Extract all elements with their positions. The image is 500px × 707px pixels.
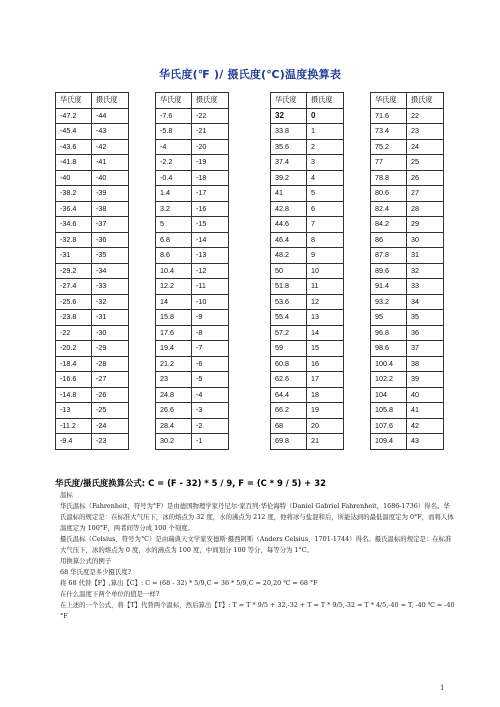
- table-row: [56, 418, 129, 434]
- fahrenheit-cell: -13: [56, 403, 92, 419]
- paragraph-example-heading: 用换算公式的例子: [60, 557, 112, 565]
- table-row: [156, 124, 229, 140]
- fahrenheit-cell: 69.8: [271, 434, 307, 450]
- celsius-cell: -27: [92, 372, 129, 388]
- celsius-cell: 18: [307, 387, 344, 403]
- celsius-cell: 33: [407, 279, 444, 295]
- fahrenheit-cell: 12.2: [156, 279, 192, 295]
- fahrenheit-cell: 42.8: [271, 201, 307, 217]
- celsius-cell: -16: [192, 201, 229, 217]
- celsius-cell: 16: [307, 356, 344, 372]
- fahrenheit-cell: 23: [156, 372, 192, 388]
- fahrenheit-cell: -22: [56, 325, 92, 341]
- fahrenheit-cell: 46.4: [271, 232, 307, 248]
- table-row: [371, 325, 444, 341]
- table-row: [56, 263, 129, 279]
- fahrenheit-cell: 64.4: [271, 387, 307, 403]
- celsius-cell: -5: [192, 372, 229, 388]
- table-row: [371, 248, 444, 264]
- table-row: [271, 434, 344, 450]
- fahrenheit-cell: -38.2: [56, 186, 92, 202]
- celsius-cell: 37: [407, 341, 444, 357]
- table-row: [271, 279, 344, 295]
- celsius-cell: -21: [192, 124, 229, 140]
- table-row: [156, 387, 229, 403]
- celsius-cell: -31: [92, 310, 129, 326]
- celsius-cell: -14: [192, 232, 229, 248]
- celsius-cell: 29: [407, 217, 444, 233]
- table-row: [156, 294, 229, 310]
- celsius-cell: -17: [192, 186, 229, 202]
- celsius-cell: 4: [307, 170, 344, 186]
- fahrenheit-cell: 102.2: [371, 372, 407, 388]
- table-row: [56, 108, 129, 124]
- table-row: [56, 310, 129, 326]
- fahrenheit-cell: 104: [371, 387, 407, 403]
- celsius-cell: -3: [192, 403, 229, 419]
- header-celsius: 摄氏度: [92, 93, 129, 109]
- table-row: [271, 170, 344, 186]
- conversion-table-4: [370, 92, 444, 450]
- celsius-cell: 5: [307, 186, 344, 202]
- fahrenheit-cell: 30.2: [156, 434, 192, 450]
- celsius-cell: -2: [192, 418, 229, 434]
- table-row: [371, 294, 444, 310]
- table-row: [156, 279, 229, 295]
- table-row: [371, 170, 444, 186]
- celsius-cell: 21: [307, 434, 344, 450]
- fahrenheit-cell: 107.6: [371, 418, 407, 434]
- fahrenheit-cell: -20.2: [56, 341, 92, 357]
- table-row: [156, 170, 229, 186]
- table-row: [371, 387, 444, 403]
- table-row: [271, 325, 344, 341]
- table-row: [271, 108, 344, 124]
- celsius-cell: -8: [192, 325, 229, 341]
- fahrenheit-cell: 41: [271, 186, 307, 202]
- table-row: [56, 403, 129, 419]
- header-celsius: 摄氏度: [307, 93, 344, 109]
- table-header-row: [371, 93, 444, 109]
- fahrenheit-cell: -40: [56, 170, 92, 186]
- table-row: [156, 217, 229, 233]
- celsius-cell: 42: [407, 418, 444, 434]
- fahrenheit-cell: 96.8: [371, 325, 407, 341]
- fahrenheit-cell: 86: [371, 232, 407, 248]
- conversion-formula: 华氏度/摄氏度换算公式: C = (F - 32) * 5 / 9, F = (C * 9 / 5) + 32: [55, 478, 326, 488]
- celsius-cell: 22: [407, 108, 444, 124]
- table-row: [56, 372, 129, 388]
- fahrenheit-cell: 33.8: [271, 124, 307, 140]
- paragraph-fahrenheit: 华氏温标（Fahrenheit，符号为°F）是由德国物理学家丹尼尔·家百列·华伦海特（Daniel Gabriel Fahrenheit，1686-1736）得名。华氏温标的规定是：在标准大气压下，冰的熔点为 32 度，水的沸点为 212 度，他将冰与盐混和后，所能达到的最低温度定为 0°F，而将人体温度定为 100°F，两者间等分成 100 个刻度。: [60, 502, 454, 532]
- celsius-cell: -7: [192, 341, 229, 357]
- table-row: [156, 341, 229, 357]
- fahrenheit-cell: 91.4: [371, 279, 407, 295]
- table-row: [271, 139, 344, 155]
- table-row: [271, 403, 344, 419]
- fahrenheit-cell: 3.2: [156, 201, 192, 217]
- table-row: [271, 248, 344, 264]
- fahrenheit-cell: 105.8: [371, 403, 407, 419]
- celsius-cell: -39: [92, 186, 129, 202]
- celsius-cell: -43: [92, 124, 129, 140]
- table-row: [156, 263, 229, 279]
- celsius-cell: -9: [192, 310, 229, 326]
- paragraph-question-1: 68 华氏度是多少摄氏度?: [60, 568, 132, 576]
- header-fahrenheit: 华氏度: [371, 93, 407, 109]
- header-fahrenheit: 华氏度: [271, 93, 307, 109]
- celsius-cell: 28: [407, 201, 444, 217]
- table-row: [156, 201, 229, 217]
- celsius-cell: 9: [307, 248, 344, 264]
- fahrenheit-cell: 8.6: [156, 248, 192, 264]
- table-row: [56, 294, 129, 310]
- fahrenheit-cell: -9.4: [56, 434, 92, 450]
- fahrenheit-cell: -43.6: [56, 139, 92, 155]
- celsius-cell: 23: [407, 124, 444, 140]
- header-fahrenheit: 华氏度: [56, 93, 92, 109]
- fahrenheit-cell: 68: [271, 418, 307, 434]
- celsius-cell: -42: [92, 139, 129, 155]
- celsius-cell: 7: [307, 217, 344, 233]
- table-row: [271, 201, 344, 217]
- table-row: [271, 155, 344, 171]
- celsius-cell: 36: [407, 325, 444, 341]
- celsius-cell: 32: [407, 263, 444, 279]
- celsius-cell: -12: [192, 263, 229, 279]
- table-row: [156, 155, 229, 171]
- table-row: [156, 108, 229, 124]
- celsius-cell: -38: [92, 201, 129, 217]
- table-row: [56, 124, 129, 140]
- fahrenheit-cell: -2.2: [156, 155, 192, 171]
- fahrenheit-cell: -45.4: [56, 124, 92, 140]
- fahrenheit-cell: 89.6: [371, 263, 407, 279]
- celsius-cell: 35: [407, 310, 444, 326]
- fahrenheit-cell: -18.4: [56, 356, 92, 372]
- fahrenheit-cell: 37.4: [271, 155, 307, 171]
- celsius-cell: 15: [307, 341, 344, 357]
- page-title: 华氏度(℉ )/ 摄氏度(℃)温度换算表: [158, 68, 342, 81]
- celsius-cell: -4: [192, 387, 229, 403]
- fahrenheit-cell: 77: [371, 155, 407, 171]
- celsius-cell: -32: [92, 294, 129, 310]
- celsius-cell: -15: [192, 217, 229, 233]
- fahrenheit-cell: -7.6: [156, 108, 192, 124]
- table-row: [271, 372, 344, 388]
- fahrenheit-cell: 48.2: [271, 248, 307, 264]
- table-row: [56, 232, 129, 248]
- table-row: [371, 310, 444, 326]
- fahrenheit-cell: -34.6: [56, 217, 92, 233]
- celsius-cell: 39: [407, 372, 444, 388]
- celsius-cell: -44: [92, 108, 129, 124]
- fahrenheit-cell: 93.2: [371, 294, 407, 310]
- celsius-cell: 38: [407, 356, 444, 372]
- fahrenheit-cell: 32: [271, 108, 307, 124]
- explanation-text: [60, 490, 455, 622]
- celsius-cell: 41: [407, 403, 444, 419]
- fahrenheit-cell: -29.2: [56, 263, 92, 279]
- celsius-cell: 6: [307, 201, 344, 217]
- fahrenheit-cell: 100.4: [371, 356, 407, 372]
- table-row: [56, 201, 129, 217]
- celsius-cell: -6: [192, 356, 229, 372]
- celsius-cell: -24: [92, 418, 129, 434]
- table-row: [156, 310, 229, 326]
- fahrenheit-cell: -5.8: [156, 124, 192, 140]
- fahrenheit-cell: 62.6: [271, 372, 307, 388]
- paragraph-question-2: 在什么温度下两个单位的值是一样?: [60, 590, 160, 598]
- fahrenheit-cell: 10.4: [156, 263, 192, 279]
- celsius-cell: -10: [192, 294, 229, 310]
- page-number: 1: [440, 684, 445, 692]
- celsius-cell: 13: [307, 310, 344, 326]
- table-row: [371, 108, 444, 124]
- table-row: [56, 387, 129, 403]
- celsius-cell: -33: [92, 279, 129, 295]
- celsius-cell: 2: [307, 139, 344, 155]
- fahrenheit-cell: 60.8: [271, 356, 307, 372]
- celsius-cell: 12: [307, 294, 344, 310]
- paragraph-celsius: 摄氏温标（Celsius，符号为°C）是由瑞典天文学家安德斯·摄西阿斯（Anders Celsius，1701-1744）得名。摄氏温标的规定是：在标准大气压下，冰的熔点为 0 度，水的沸点为 100 度，中间划分 100 等分，每等分为 1°C。: [60, 535, 452, 554]
- fahrenheit-cell: 1.4: [156, 186, 192, 202]
- fahrenheit-cell: 26.6: [156, 403, 192, 419]
- table-row: [371, 217, 444, 233]
- celsius-cell: 1: [307, 124, 344, 140]
- fahrenheit-cell: -11.2: [56, 418, 92, 434]
- celsius-cell: 20: [307, 418, 344, 434]
- celsius-cell: 11: [307, 279, 344, 295]
- table-row: [156, 356, 229, 372]
- fahrenheit-cell: 15.8: [156, 310, 192, 326]
- celsius-cell: -34: [92, 263, 129, 279]
- fahrenheit-cell: 71.6: [371, 108, 407, 124]
- fahrenheit-cell: -32.8: [56, 232, 92, 248]
- fahrenheit-cell: -31: [56, 248, 92, 264]
- fahrenheit-cell: -25.6: [56, 294, 92, 310]
- table-row: [371, 124, 444, 140]
- celsius-cell: -11: [192, 279, 229, 295]
- fahrenheit-cell: 55.4: [271, 310, 307, 326]
- celsius-cell: -37: [92, 217, 129, 233]
- table-row: [56, 186, 129, 202]
- fahrenheit-cell: 98.6: [371, 341, 407, 357]
- table-row: [371, 155, 444, 171]
- table-row: [271, 263, 344, 279]
- celsius-cell: -35: [92, 248, 129, 264]
- table-row: [56, 279, 129, 295]
- fahrenheit-cell: 35.6: [271, 139, 307, 155]
- header-celsius: 摄氏度: [192, 93, 229, 109]
- fahrenheit-cell: 51.8: [271, 279, 307, 295]
- table-row: [371, 341, 444, 357]
- celsius-cell: 27: [407, 186, 444, 202]
- table-row: [371, 434, 444, 450]
- table-row: [56, 248, 129, 264]
- table-row: [56, 434, 129, 450]
- celsius-cell: -13: [192, 248, 229, 264]
- celsius-cell: 10: [307, 263, 344, 279]
- fahrenheit-cell: 39.2: [271, 170, 307, 186]
- celsius-cell: -30: [92, 325, 129, 341]
- fahrenheit-cell: -47.2: [56, 108, 92, 124]
- table-row: [271, 217, 344, 233]
- table-row: [156, 403, 229, 419]
- table-row: [156, 418, 229, 434]
- fahrenheit-cell: 84.2: [371, 217, 407, 233]
- table-row: [371, 186, 444, 202]
- celsius-cell: 14: [307, 325, 344, 341]
- table-header-row: [271, 93, 344, 109]
- fahrenheit-cell: 95: [371, 310, 407, 326]
- conversion-table-3: [270, 92, 344, 450]
- fahrenheit-cell: 28.4: [156, 418, 192, 434]
- table-row: [371, 139, 444, 155]
- table-row: [371, 372, 444, 388]
- fahrenheit-cell: 50: [271, 263, 307, 279]
- fahrenheit-cell: 53.6: [271, 294, 307, 310]
- fahrenheit-cell: 17.6: [156, 325, 192, 341]
- celsius-cell: -25: [92, 403, 129, 419]
- fahrenheit-cell: -14.8: [56, 387, 92, 403]
- fahrenheit-cell: 44.6: [271, 217, 307, 233]
- celsius-cell: -41: [92, 155, 129, 171]
- celsius-cell: 19: [307, 403, 344, 419]
- table-row: [56, 325, 129, 341]
- paragraph-answer-1: 将 68 代替【F】,算出【C】: C = (68 - 32) * 5/9,C = 36 * 5/9,C = 20,20 ℃ = 68 °F: [60, 579, 318, 587]
- celsius-cell: -19: [192, 155, 229, 171]
- table-row: [371, 418, 444, 434]
- celsius-cell: -1: [192, 434, 229, 450]
- table-row: [156, 372, 229, 388]
- fahrenheit-cell: 80.6: [371, 186, 407, 202]
- celsius-cell: -40: [92, 170, 129, 186]
- table-row: [271, 294, 344, 310]
- fahrenheit-cell: 6.8: [156, 232, 192, 248]
- table-row: [56, 170, 129, 186]
- table-row: [271, 310, 344, 326]
- celsius-cell: -28: [92, 356, 129, 372]
- table-row: [56, 139, 129, 155]
- fahrenheit-cell: -16.6: [56, 372, 92, 388]
- fahrenheit-cell: 75.2: [371, 139, 407, 155]
- table-row: [156, 325, 229, 341]
- fahrenheit-cell: 59: [271, 341, 307, 357]
- fahrenheit-cell: -23.8: [56, 310, 92, 326]
- table-row: [271, 124, 344, 140]
- celsius-cell: -36: [92, 232, 129, 248]
- fahrenheit-cell: -36.4: [56, 201, 92, 217]
- fahrenheit-cell: 57.2: [271, 325, 307, 341]
- celsius-cell: 24: [407, 139, 444, 155]
- table-row: [156, 248, 229, 264]
- celsius-cell: -23: [92, 434, 129, 450]
- celsius-cell: 40: [407, 387, 444, 403]
- celsius-cell: 0: [307, 108, 344, 124]
- table-row: [156, 434, 229, 450]
- fahrenheit-cell: 78.8: [371, 170, 407, 186]
- table-row: [271, 232, 344, 248]
- celsius-cell: -29: [92, 341, 129, 357]
- fahrenheit-cell: 19.4: [156, 341, 192, 357]
- celsius-cell: 26: [407, 170, 444, 186]
- fahrenheit-cell: 82.4: [371, 201, 407, 217]
- table-row: [271, 356, 344, 372]
- header-celsius: 摄氏度: [407, 93, 444, 109]
- table-row: [156, 139, 229, 155]
- table-row: [156, 186, 229, 202]
- table-header-row: [156, 93, 229, 109]
- table-row: [156, 232, 229, 248]
- table-header-row: [56, 93, 129, 109]
- table-row: [371, 279, 444, 295]
- fahrenheit-cell: 14: [156, 294, 192, 310]
- table-row: [371, 263, 444, 279]
- table-row: [56, 155, 129, 171]
- table-row: [56, 341, 129, 357]
- header-fahrenheit: 华氏度: [156, 93, 192, 109]
- paragraph-heading: 温标: [60, 491, 73, 499]
- table-row: [56, 217, 129, 233]
- celsius-cell: 8: [307, 232, 344, 248]
- table-row: [271, 186, 344, 202]
- celsius-cell: 17: [307, 372, 344, 388]
- celsius-cell: -20: [192, 139, 229, 155]
- table-row: [371, 356, 444, 372]
- fahrenheit-cell: 73.4: [371, 124, 407, 140]
- fahrenheit-cell: 87.8: [371, 248, 407, 264]
- celsius-cell: 31: [407, 248, 444, 264]
- celsius-cell: 25: [407, 155, 444, 171]
- fahrenheit-cell: -27.4: [56, 279, 92, 295]
- table-row: [271, 418, 344, 434]
- celsius-cell: 30: [407, 232, 444, 248]
- fahrenheit-cell: 24.8: [156, 387, 192, 403]
- celsius-cell: 3: [307, 155, 344, 171]
- fahrenheit-cell: 21.2: [156, 356, 192, 372]
- fahrenheit-cell: 109.4: [371, 434, 407, 450]
- fahrenheit-cell: -0.4: [156, 170, 192, 186]
- celsius-cell: -22: [192, 108, 229, 124]
- table-row: [271, 387, 344, 403]
- conversion-table-2: [155, 92, 229, 450]
- conversion-table-1: [55, 92, 129, 450]
- table-row: [371, 201, 444, 217]
- fahrenheit-cell: -41.8: [56, 155, 92, 171]
- table-row: [271, 341, 344, 357]
- table-row: [56, 356, 129, 372]
- table-row: [371, 232, 444, 248]
- fahrenheit-cell: -4: [156, 139, 192, 155]
- paragraph-answer-2: 在上述的一个公式，将【T】代替两个温标，然后算出【T】: T = T * 9/5 + 32,-32 + T = T * 9/5,-32 = T * 4/5,-40 = T, -40 ℃ = -40 °F: [60, 601, 455, 620]
- celsius-cell: -18: [192, 170, 229, 186]
- celsius-cell: -26: [92, 387, 129, 403]
- fahrenheit-cell: 66.2: [271, 403, 307, 419]
- table-row: [371, 403, 444, 419]
- celsius-cell: 43: [407, 434, 444, 450]
- fahrenheit-cell: 5: [156, 217, 192, 233]
- celsius-cell: 34: [407, 294, 444, 310]
